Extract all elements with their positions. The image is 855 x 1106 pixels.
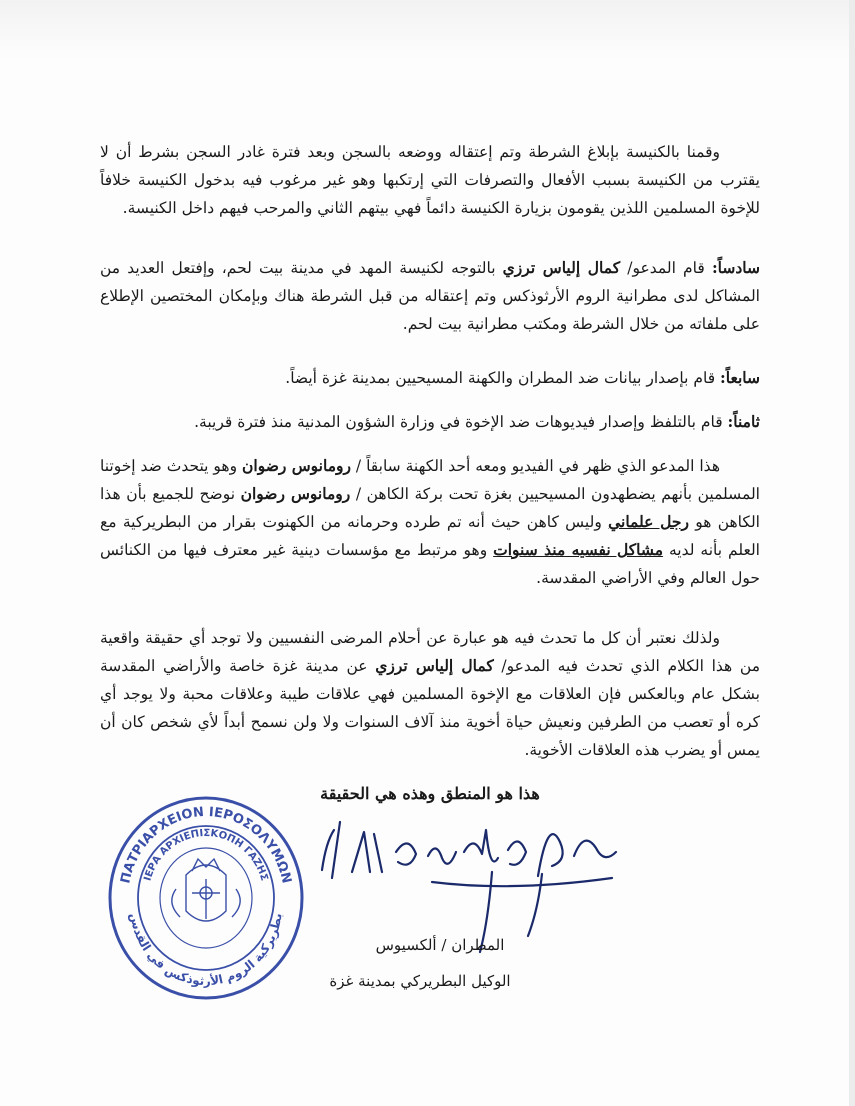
seal-inner-text: ΙΕΡΑ ΑΡΧΙΕΠΙΣΚΟΠΗ ΓΑΖΗΣ	[142, 827, 270, 883]
clause-text: نوضح للجميع بأن هذا الكاهن هو	[100, 485, 760, 531]
clause-text: ولذلك نعتبر أن كل ما تحدث فيه هو عبارة عن أحلام المرضى النفسيين ولا توجد أي حقيقة واقعية من هذا الكلام الذي تحدث فيه المدعو/	[100, 629, 760, 675]
person-name: كمال إلياس ترزي	[502, 258, 621, 277]
svg-text:ΙΕΡΑ ΑΡΧΙΕΠΙΣΚΟΠΗ ΓΑΖΗΣ	[142, 828, 269, 882]
clause-text: قام بالتلفظ وإصدار فيديوهات ضد الإخوة في وزارة الشؤون المدنية منذ فترة قريبة.	[194, 413, 728, 431]
seal-crest-icon	[172, 859, 240, 921]
paragraph-text: وقمنا بالكنيسة بإبلاغ الشرطة وتم إعتقاله ووضعه بالسجن وبعد فترة غادر السجن بشرط أن لا يقترب من الكنيسة بسبب الأفعال والتصرفات التي إرتكبها وهو غير مرغوب فيه بدخول الكنيسة خلافاً للإخوة المسلمين اللذين يقومون بزيارة الكنيسة دائماً فهي بيتهم الثاني والمرحب فيهم داخل الكنيسة.	[100, 143, 760, 217]
clause-text: هذا المدعو الذي ظهر في الفيديو ومعه أحد الكهنة سابقاً /	[351, 457, 720, 475]
person-name: كمال إلياس ترزي	[375, 656, 494, 675]
clause-text: وهو يتحدث ضد إخوتنا المسلمين بأنهم يضطهدون المسيحيين بغزة تحت بركة الكاهن /	[100, 457, 760, 503]
paragraph-video	[100, 452, 760, 592]
clause-text: عن مدينة غزة خاصة والأراضي المقدسة بشكل عام وبالعكس فإن العلاقات مع الإخوة المسلمين فهي علاقات طيبة وعلاقات محبة ولا يوجد أي كره أو تعصب من الطرفين ونعيش حياة أخوية منذ آلاف السنوات ولا ولن نسمح أبداً لأي شخص كان أن يمس أو يضرب هذه العلاقات الأخوية.	[100, 657, 760, 759]
paragraph-conclusion	[100, 624, 760, 764]
underlined-phrase: مشاكل نفسيه منذ سنوات	[493, 540, 664, 559]
scan-right-edge	[849, 0, 855, 1106]
patriarchate-seal	[106, 793, 306, 1003]
paragraph-eighth	[100, 408, 760, 436]
clause-text: بالتوجه لكنيسة المهد في مدينة بيت لحم، وإفتعل العديد من المشاكل لدى مطرانية الروم الأرثوذكس وتم إعتقاله من قبل الشرطة هناك وبإمكان المختصين الإطلاع على ملفاته من خلال الشرطة ومكتب مطرانية بيت لحم.	[100, 259, 760, 333]
clause-number: ثامناً:	[727, 412, 760, 431]
closing-statement: هذا هو المنطق وهذه هي الحقيقة	[320, 784, 540, 803]
person-name: رومانوس رضوان	[240, 484, 351, 503]
signatory-title: المطران / ألكسيوس	[375, 936, 505, 954]
signatory-role: الوكيل البطريركي بمدينة غزة	[329, 972, 511, 990]
svg-text:بطريركية الروم الأرثوذكس في ال	[127, 912, 284, 989]
paragraph-sixth	[100, 254, 760, 338]
clause-text: قام المدعو/	[620, 259, 712, 277]
clause-text: قام بإصدار بيانات ضد المطران والكهنة المسيحيين بمدينة غزة أيضاً.	[285, 369, 721, 387]
scan-top-shadow	[0, 0, 855, 60]
person-name: رومانوس رضوان	[242, 456, 351, 475]
seal-outer-text: ΠΑΤΡΙΑΡΧΕΙΟΝ ΙΕΡΟΣΟΛΥΜΩΝ	[118, 804, 294, 885]
clause-text: وهو مرتبط مع مؤسسات دينية غير معترف فيها من الكنائس حول العالم وفي الأراضي المقدسة.	[100, 541, 760, 587]
clause-text: وليس كاهن حيث أنه تم طرده وحرمانه من الكهنوت بقرار من البطريركية مع العلم بأنه لديه	[100, 513, 760, 559]
underlined-phrase: رجل علماني	[608, 512, 689, 531]
paragraph-seventh	[100, 364, 760, 392]
seal-arabic-text: بطريركية الروم الأرثوذكس في القدس	[127, 911, 285, 989]
clause-number: سابعاً:	[720, 368, 760, 387]
clause-number: سادساً:	[711, 258, 760, 277]
paragraph-arrest	[100, 138, 760, 222]
